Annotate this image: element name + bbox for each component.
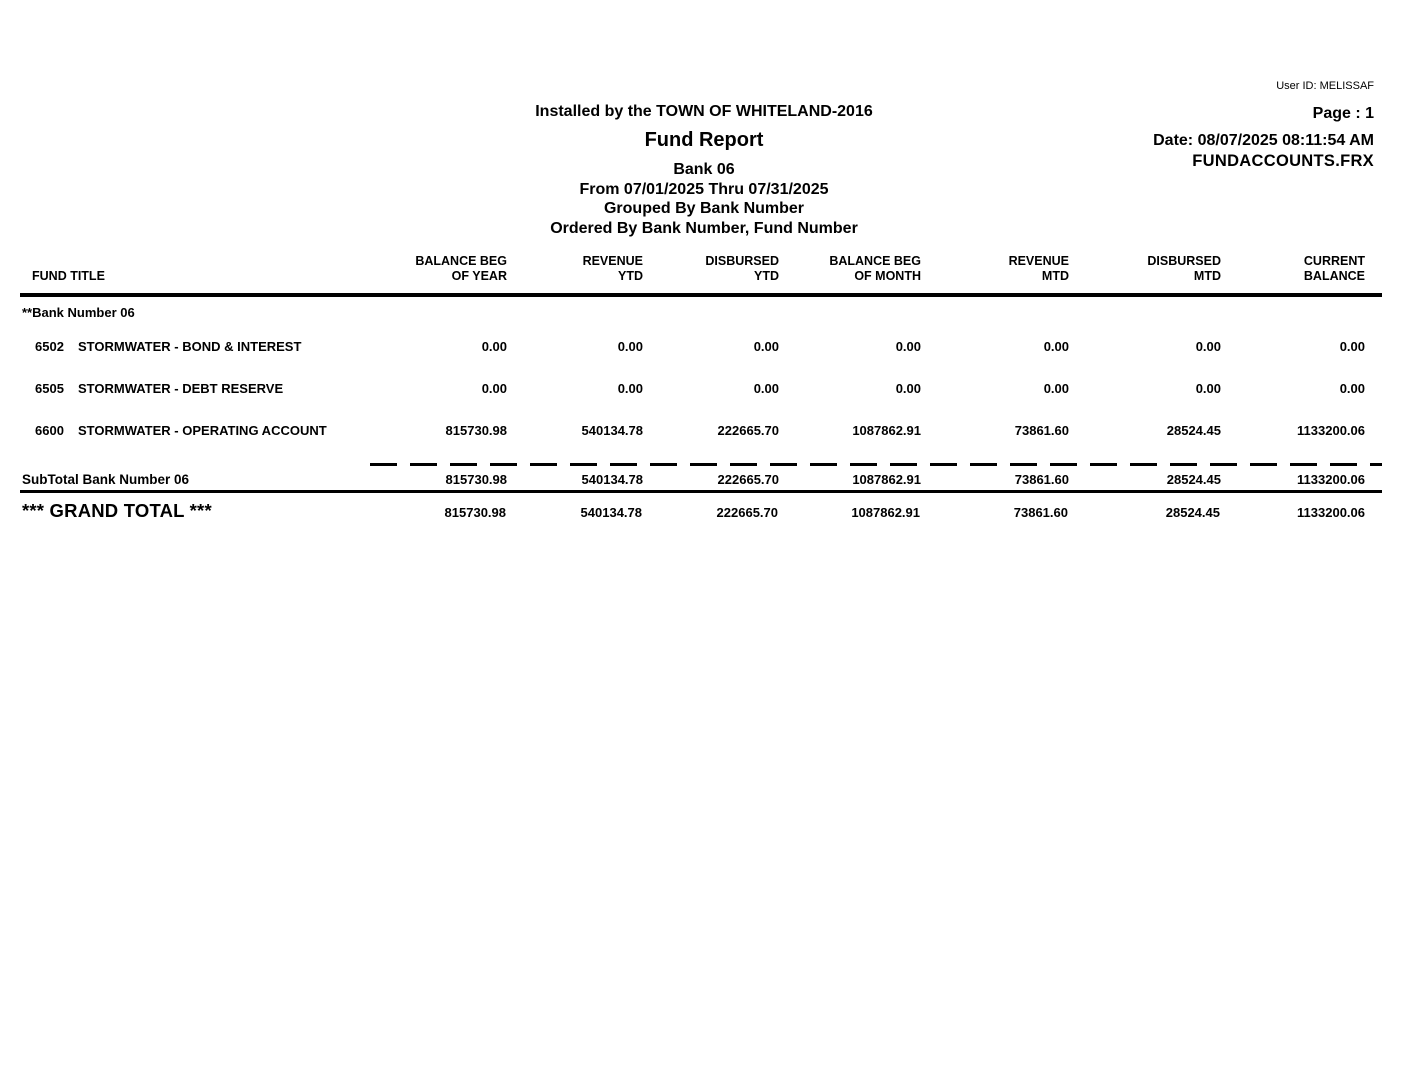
fund-value: 540134.78	[581, 423, 643, 438]
grand-total-value: 73861.60	[1013, 505, 1068, 520]
grand-total-label: *** GRAND TOTAL ***	[22, 500, 212, 521]
fund-title: STORMWATER - BOND & INTEREST	[78, 339, 302, 354]
fund-row	[20, 404, 1382, 446]
fund-value: 0.00	[1043, 339, 1069, 354]
fund-value: 0.00	[1339, 339, 1365, 354]
fund-value: 0.00	[895, 339, 921, 354]
fund-table	[20, 250, 1382, 522]
subtotal-value: 815730.98	[370, 466, 507, 492]
fund-value: 222665.70	[717, 423, 779, 438]
fund-title: STORMWATER - DEBT RESERVE	[78, 381, 284, 396]
grand-total-value: 815730.98	[444, 505, 506, 520]
bank-group-row	[20, 295, 1382, 320]
fund-value: 73861.60	[1014, 423, 1069, 438]
fund-value: 1087862.91	[852, 423, 921, 438]
subtotal-dash-rule-row	[20, 446, 1382, 466]
fund-number: 6505	[35, 381, 64, 396]
fund-value: 0.00	[753, 339, 779, 354]
report-subtitle-block	[0, 160, 1408, 238]
fund-value: 0.00	[895, 381, 921, 396]
fund-row	[20, 362, 1382, 404]
column-header-disbursed-mtd: DISBURSED MTD	[1069, 250, 1221, 295]
subtotal-label: SubTotal Bank Number 06	[20, 466, 370, 492]
grand-total-value: 1133200.06	[1297, 505, 1365, 520]
grand-total-value: 1087862.91	[851, 505, 920, 520]
subtotal-value: 222665.70	[643, 466, 779, 492]
user-id: User ID: MELISSAF	[1276, 80, 1374, 92]
grouped-by-line: Grouped By Bank Number	[603, 200, 805, 217]
column-header-fund-title: FUND TITLE	[20, 250, 370, 295]
report-title: Fund Report	[644, 129, 764, 151]
fund-number: 6600	[35, 423, 64, 438]
fund-value: 0.00	[481, 381, 507, 396]
column-header-disbursed-ytd: DISBURSED YTD	[643, 250, 779, 295]
subtotal-value: 1087862.91	[779, 466, 921, 492]
subtotal-value: 73861.60	[921, 466, 1069, 492]
report-filename: FUNDACCOUNTS.FRX	[1192, 152, 1374, 170]
bank-line: Bank 06	[673, 161, 735, 178]
column-header-current-balance: CURRENT BALANCE	[1221, 250, 1382, 295]
grand-total-value: 222665.70	[716, 505, 778, 520]
report-date: Date: 08/07/2025 08:11:54 AM	[1153, 132, 1374, 149]
fund-value: 0.00	[753, 381, 779, 396]
grand-total-value: 28524.45	[1165, 505, 1220, 520]
subtotal-value: 540134.78	[507, 466, 643, 492]
subtotal-row	[20, 466, 1382, 492]
fund-value: 0.00	[1339, 381, 1365, 396]
date-range-line: From 07/01/2025 Thru 07/31/2025	[579, 180, 829, 198]
fund-value: 0.00	[617, 381, 643, 396]
fund-value: 0.00	[617, 339, 643, 354]
fund-value: 1133200.06	[1297, 423, 1365, 438]
page-number: Page : 1	[1312, 105, 1374, 122]
grand-total-value: 540134.78	[580, 505, 642, 520]
fund-title: STORMWATER - OPERATING ACCOUNT	[78, 423, 327, 438]
column-header-revenue-mtd: REVENUE MTD	[921, 250, 1069, 295]
column-header-balance-beg-year: BALANCE BEG OF YEAR	[370, 250, 507, 295]
fund-number: 6502	[35, 339, 64, 354]
subtotal-value: 1133200.06	[1221, 466, 1382, 492]
table-header-row	[20, 250, 1382, 295]
fund-value: 0.00	[1043, 381, 1069, 396]
fund-value: 815730.98	[445, 423, 507, 438]
fund-value: 0.00	[481, 339, 507, 354]
grand-total-row	[20, 492, 1382, 523]
column-header-revenue-ytd: REVENUE YTD	[507, 250, 643, 295]
bank-group-label: **Bank Number 06	[22, 305, 135, 320]
fund-value: 0.00	[1195, 381, 1221, 396]
fund-value: 0.00	[1195, 339, 1221, 354]
report-header	[0, 102, 1408, 238]
ordered-by-line: Ordered By Bank Number, Fund Number	[550, 219, 858, 237]
fund-row	[20, 320, 1382, 362]
installed-by-line: Installed by the TOWN OF WHITELAND-2016	[535, 103, 873, 120]
fund-value: 28524.45	[1166, 423, 1221, 438]
column-header-balance-beg-month: BALANCE BEG OF MONTH	[779, 250, 921, 295]
subtotal-value: 28524.45	[1069, 466, 1221, 492]
